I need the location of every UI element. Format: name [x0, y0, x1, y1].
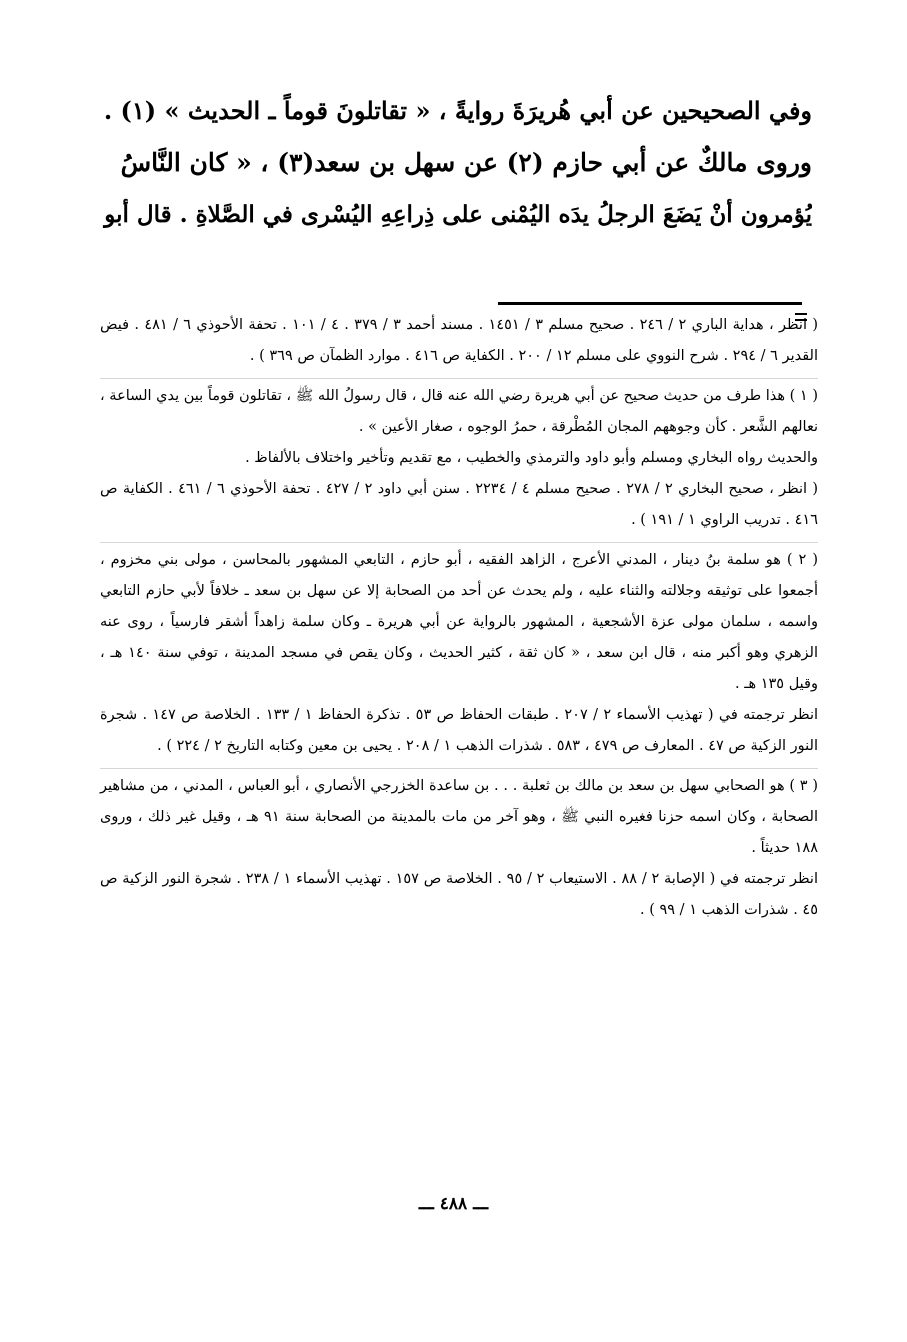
- main-text-line: يُؤمرون أنْ يَضَعَ الرجلُ يدَه اليُمْنى على ذِراعِهِ اليُسْرى في الصَّلاةِ . قال أبو: [104, 201, 812, 228]
- footnotes: [100, 310, 818, 934]
- footnote-1: [100, 381, 818, 543]
- footnote-paragraph: ( ١ ) هذا طرف من حديث صحيح عن أبي هريرة رضي الله عنه قال ، قال رسولُ الله ﷺ ، تقاتلون قوماً بين يدي الساعة ، نعالهم الشَّعر . كأن وجوههم المجان المُطْرقة ، حمرُ الوجوه ، صغار الأعين » .: [100, 388, 818, 435]
- main-text: [100, 85, 812, 241]
- footnote-paragraph: انظر ترجمته في ( تهذيب الأسماء ٢ / ٢٠٧ . طبقات الحفاظ ص ٥٣ . تذكرة الحفاظ ١ / ١٣٣ . الخلاصة ص ١٤٧ . شجرة النور الزكية ص ٤٧ . المعارف ص ٤٧٩ ، ٥٨٣ . شذرات الذهب ١ / ٢٠٨ . يحيى بن معين وكتابه التاريخ ٢ / ٢٢٤ ) .: [100, 707, 819, 754]
- footnote-paragraph: ( انظر ، هداية الباري ٢ / ٢٤٦ . صحيح مسلم ٣ / ١٤٥١ . مسند أحمد ٣ / ٣٧٩ . ٤ / ١٠١ . تحفة الأحوذي ٦ / ٤٨١ . فيض القدير ٦ / ٢٩٤ . شرح النووي على مسلم ١٢ / ٢٠٠ . الكفاية ص ٤١٦ . موارد الظمآن ص ٣٦٩ ) .: [100, 317, 818, 364]
- footnote-paragraph: ( ٢ ) هو سلمة بنُ دينار ، المدني الأعرج ، الزاهد الفقيه ، أبو حازم ، التابعي المشهور بالمحاسن ، مولى بني مخزوم ، أجمعوا على توثيقه وجلالته والثناء عليه ، ولم يحدث عن أحد من الصحابة إلا عن سهل بن سعد ـ خلافاً لأبي حازم التابعي واسمه ، سلمان مولى عزة الأشجعية ، المشهور بالرواية عن أبي هريرة ـ وكان سلمة زاهداً أشقر فارسياً ، روى عنه الزهري وهو أكبر منه ، قال ابن سعد ، « كان ثقة ، كثير الحديث ، وكان يقص في مسجد المدينة ، توفي سنة ١٤٠ هـ ، وقيل ١٣٥ هـ .: [100, 552, 818, 692]
- footnote-2: [100, 545, 818, 769]
- main-text-line: وفي الصحيحين عن أبي هُريرَةَ روايةً ، « تقاتلونَ قوماً ـ الحديث » (١) .: [103, 96, 812, 125]
- footnote-3: [100, 771, 818, 932]
- footnote-paragraph: ( ٣ ) هو الصحابي سهل بن سعد بن مالك بن ثعلبة . . . بن ساعدة الخزرجي الأنصاري ، أبو العباس ، المدني ، من مشاهير الصحابة ، وكان اسمه حزنا فغيره النبي ﷺ ، وهو آخر من مات بالمدينة من الصحابة سنة ٩١ هـ ، وقيل غير ذلك ، وروى ١٨٨ حديثاً .: [100, 778, 819, 856]
- footnote-continued: [100, 310, 818, 379]
- footnote-paragraph: ( انظر ، صحيح البخاري ٢ / ٢٧٨ . صحيح مسلم ٤ / ٢٢٣٤ . سنن أبي داود ٢ / ٤٢٧ . تحفة الأحوذي ٦ / ٤٦١ . الكفاية ص ٤١٦ . تدريب الراوي ١ / ١٩١ ) .: [100, 481, 819, 528]
- footnote-paragraph: والحديث رواه البخاري ومسلم وأبو داود والترمذي والخطيب ، مع تقديم وتأخير واختلاف بالألفاظ .: [245, 450, 818, 466]
- footnote-paragraph: انظر ترجمته في ( الإصابة ٢ / ٨٨ . الاستيعاب ٢ / ٩٥ . الخلاصة ص ١٥٧ . تهذيب الأسماء ١ / ٢٣٨ . شجرة النور الزكية ص ٤٥ . شذرات الذهب ١ / ٩٩ ) .: [100, 871, 818, 918]
- page-number: ـــ ٤٨٨ ـــ: [418, 1194, 489, 1214]
- main-text-line: وروى مالكٌ عن أبي حازم (٢) عن سهل بن سعد(٣) ، « كان النَّاسُ: [120, 148, 812, 177]
- footnote-separator: [498, 302, 802, 305]
